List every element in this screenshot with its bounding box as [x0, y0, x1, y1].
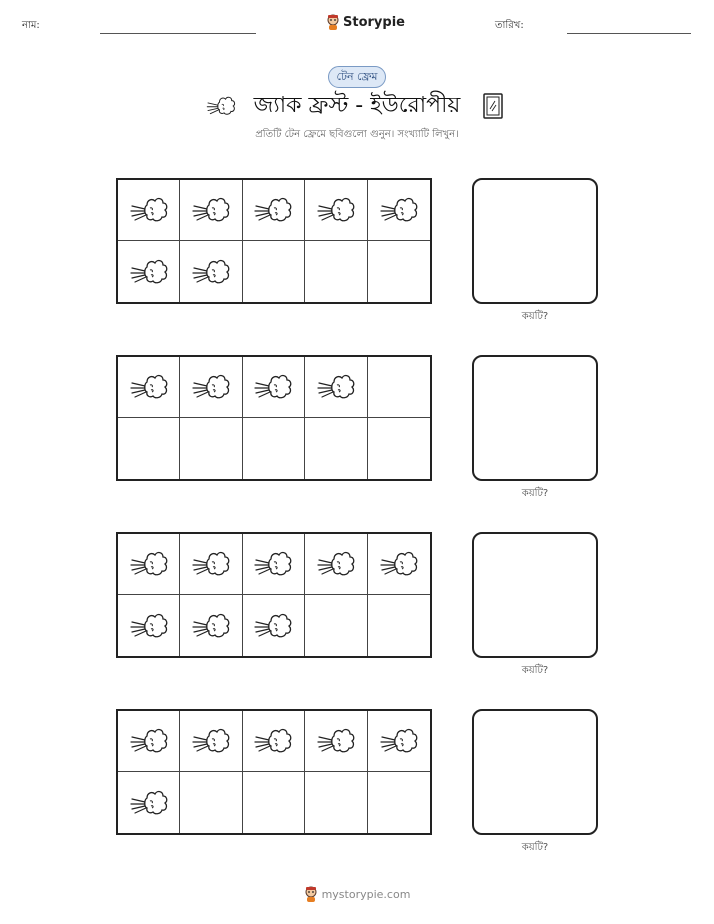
ten-frame-cell [243, 595, 305, 656]
ten-frame-cell [243, 711, 305, 772]
answer-label: কয়টি? [521, 842, 549, 853]
ten-frame-cell [305, 534, 367, 595]
frost-breath-icon [191, 609, 231, 643]
name-label: নাম: [22, 20, 40, 31]
ten-frame-cell [368, 357, 430, 418]
frost-breath-icon [129, 786, 169, 820]
ten-frame-cell [368, 595, 430, 656]
frost-breath-icon [129, 255, 169, 289]
ten-frame-cell [180, 180, 242, 241]
frost-breath-icon [316, 724, 356, 758]
answer-label: কয়টি? [521, 311, 549, 322]
frost-breath-icon [253, 547, 293, 581]
frost-breath-icon [253, 193, 293, 227]
frost-breath-icon [253, 724, 293, 758]
frost-breath-icon [316, 370, 356, 404]
ten-frame-cell [118, 711, 180, 772]
ten-frame-cell [243, 772, 305, 833]
frost-breath-icon [253, 609, 293, 643]
ten-frame-cell [368, 772, 430, 833]
brand-logo [326, 14, 405, 30]
ten-frame-cell [180, 772, 242, 833]
frost-breath-icon [191, 370, 231, 404]
frost-breath-icon [129, 547, 169, 581]
storypie-mascot-icon [326, 14, 340, 30]
ten-frame-cell [368, 534, 430, 595]
ten-frame-cell [305, 180, 367, 241]
ten-frame-cell [180, 595, 242, 656]
ten-frame-cell [305, 711, 367, 772]
ten-frame-cell [243, 180, 305, 241]
footer [0, 886, 714, 902]
frost-breath-icon [253, 370, 293, 404]
answer-box[interactable] [472, 709, 598, 835]
frost-breath-icon [191, 255, 231, 289]
frost-breath-icon [379, 547, 419, 581]
answer-box[interactable] [472, 178, 598, 304]
frost-breath-icon [129, 370, 169, 404]
ten-frame-cell [243, 357, 305, 418]
ten-frame-cell [180, 241, 242, 302]
page-title: জ্যাক ফ্রস্ট - ইউরোপীয় [253, 93, 461, 118]
ten-frame-cell [118, 241, 180, 302]
ten-frame-cell [118, 772, 180, 833]
storypie-mascot-icon [304, 886, 318, 902]
ten-frame-cell [368, 418, 430, 479]
ten-frame-cell [180, 711, 242, 772]
footer-url[interactable]: mystorypie.com [321, 887, 411, 901]
answer-box[interactable] [472, 355, 598, 481]
answer-label: কয়টি? [521, 488, 549, 499]
ten-frame [116, 355, 432, 481]
answer-box[interactable] [472, 532, 598, 658]
ten-frame-cell [118, 418, 180, 479]
frost-breath-icon [129, 724, 169, 758]
date-label: তারিখ: [495, 20, 524, 31]
date-field[interactable] [567, 33, 691, 34]
ten-frame-cell [368, 241, 430, 302]
frosty-window-icon [483, 93, 503, 119]
ten-frame-cell [368, 711, 430, 772]
ten-frame-cell [243, 418, 305, 479]
ten-frame-cell [180, 534, 242, 595]
frost-breath-icon [191, 193, 231, 227]
brand-name: Storypie [343, 14, 405, 30]
frost-breath-icon [191, 724, 231, 758]
ten-frame [116, 178, 432, 304]
ten-frame-cell [305, 418, 367, 479]
instructions: প্রতিটি টেন ফ্রেমে ছবিগুলো গুনুন। সংখ্যাটি লিখুন। [255, 129, 459, 140]
ten-frame-cell [180, 418, 242, 479]
frost-breath-icon [316, 193, 356, 227]
frost-breath-icon [191, 547, 231, 581]
frost-breath-icon [129, 193, 169, 227]
name-field[interactable] [100, 33, 256, 34]
frost-breath-icon [316, 547, 356, 581]
frost-breath-icon [379, 193, 419, 227]
ten-frame-cell [243, 241, 305, 302]
ten-frame-cell [118, 534, 180, 595]
ten-frame-cell [305, 772, 367, 833]
worksheet-type-badge: টেন ফ্রেম [328, 66, 386, 88]
ten-frame-cell [305, 241, 367, 302]
ten-frame-cell [118, 357, 180, 418]
ten-frame-cell [305, 357, 367, 418]
ten-frame-cell [243, 534, 305, 595]
ten-frame-cell [118, 180, 180, 241]
frost-breath-icon [379, 724, 419, 758]
answer-label: কয়টি? [521, 665, 549, 676]
ten-frame-cell [118, 595, 180, 656]
ten-frame-cell [180, 357, 242, 418]
ten-frame-cell [368, 180, 430, 241]
frost-breath-icon [129, 609, 169, 643]
ten-frame [116, 709, 432, 835]
ten-frame [116, 532, 432, 658]
ten-frame-cell [305, 595, 367, 656]
